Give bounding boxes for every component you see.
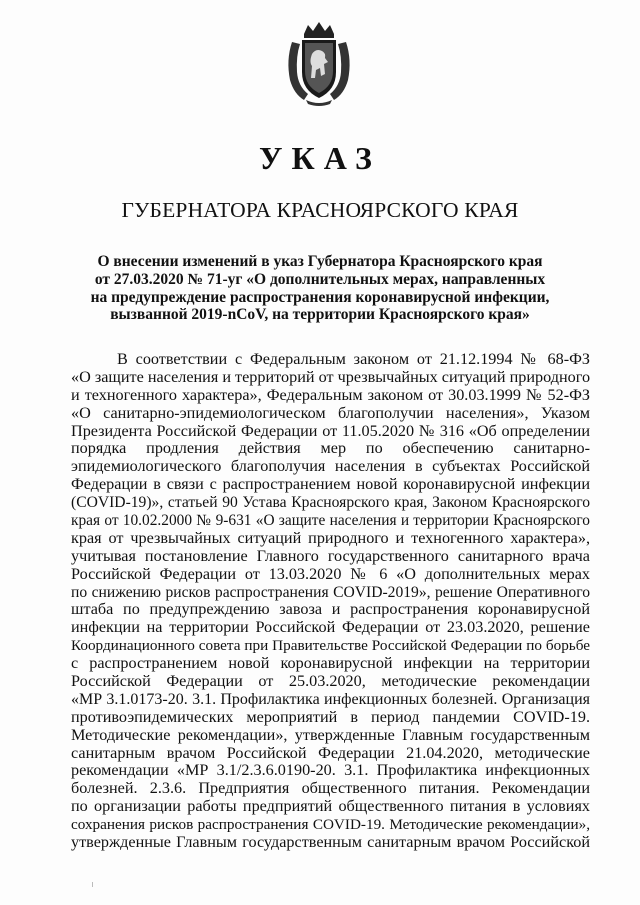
- subject-line: на предупреждение распространения коронавирусной инфекции,: [90, 288, 550, 306]
- body-line: штаба по предупреждению завоза и распространения коронавирусной: [71, 600, 590, 619]
- body-line: Российской Федерации от 25.03.2020, методические рекомендации: [71, 672, 590, 691]
- decree-title: УКАЗ: [259, 140, 381, 176]
- body-line: «МР 3.1.0173-20. 3.1. Профилактика инфекционных болезней. Организация: [71, 690, 590, 708]
- body-line: противоэпидемических мероприятий в период пандемии COVID-19.: [71, 707, 590, 726]
- body-line: В соответствии с Федеральным законом от 21.12.1994 № 68-ФЗ: [117, 350, 590, 368]
- body-line: и техногенного характера», Федеральным законом от 30.03.1999 № 52-ФЗ: [71, 385, 590, 404]
- scan-artifact: [92, 882, 93, 887]
- body-line: края от чрезвычайных ситуаций природного и техногенного характера»,: [71, 528, 590, 547]
- decree-subject: [90, 253, 550, 324]
- body-line: по снижению рисков распространения COVID-2019», решение Оперативного: [71, 583, 590, 601]
- body-line: Президента Российской Федерации от 11.05.2020 № 316 «Об определении: [71, 421, 590, 440]
- body-line: болезней. 2.3.6. Предприятия общественного питания. Рекомендации: [71, 779, 590, 798]
- body-line: по организации работы предприятий общественного питания в условиях: [71, 797, 590, 816]
- body-line: инфекции на территории Российской Федерации от 23.03.2020, решение: [71, 618, 590, 637]
- body-line: сохранения рисков распространения COVID-19. Методические рекомендации»,: [71, 816, 590, 834]
- body-line: порядка продления действия мер по обеспечению санитарно-: [71, 439, 590, 458]
- subject-line: О внесении изменений в указ Губернатора Красноярского края: [97, 253, 543, 270]
- coat-of-arms-emblem: [284, 20, 354, 106]
- body-line: санитарным врачом Российской Федерации 21.04.2020, методические: [71, 743, 590, 762]
- body-line: эпидемиологического благополучия населения в субъектах Российской: [71, 457, 590, 476]
- body-line: учитывая постановление Главного государственного санитарного врача: [71, 546, 590, 565]
- body-line: с распространением новой коронавирусной инфекции на территории: [71, 654, 590, 673]
- body-line: «О защите населения и территорий от чрезвычайных ситуаций природного: [71, 367, 591, 386]
- decree-body: [71, 351, 590, 852]
- body-line: Российской Федерации от 13.03.2020 № 6 «О дополнительных мерах: [71, 564, 590, 583]
- subject-line: вызванной 2019-nCoV, на территории Красноярского края»: [110, 306, 530, 324]
- subject-line: от 27.03.2020 № 71-уг «О дополнительных мерах, направленных: [94, 270, 546, 288]
- body-line: (COVID-19)», статьей 90 Устава Красноярского края, Законом Красноярского: [71, 494, 590, 512]
- body-line: Методические рекомендации», утвержденные Главным государственным: [71, 725, 590, 744]
- decree-issuer: ГУБЕРНАТОРА КРАСНОЯРСКОГО КРАЯ: [121, 198, 519, 222]
- body-line: рекомендации «МР 3.1/2.3.6.0190-20. 3.1. Профилактика инфекционных: [71, 761, 590, 780]
- body-line: «О санитарно-эпидемиологическом благополучии населения», Указом: [71, 403, 590, 422]
- body-line: края от 10.02.2000 № 9-631 «О защите населения и территории Красноярского: [71, 512, 590, 530]
- body-line: Координационного совета при Правительстве Российской Федерации по борьбе: [71, 637, 590, 655]
- body-line: Федерации в связи с распространением новой коронавирусной инфекции: [71, 475, 590, 494]
- body-line: утвержденные Главным государственным санитарным врачом Российской: [71, 833, 590, 852]
